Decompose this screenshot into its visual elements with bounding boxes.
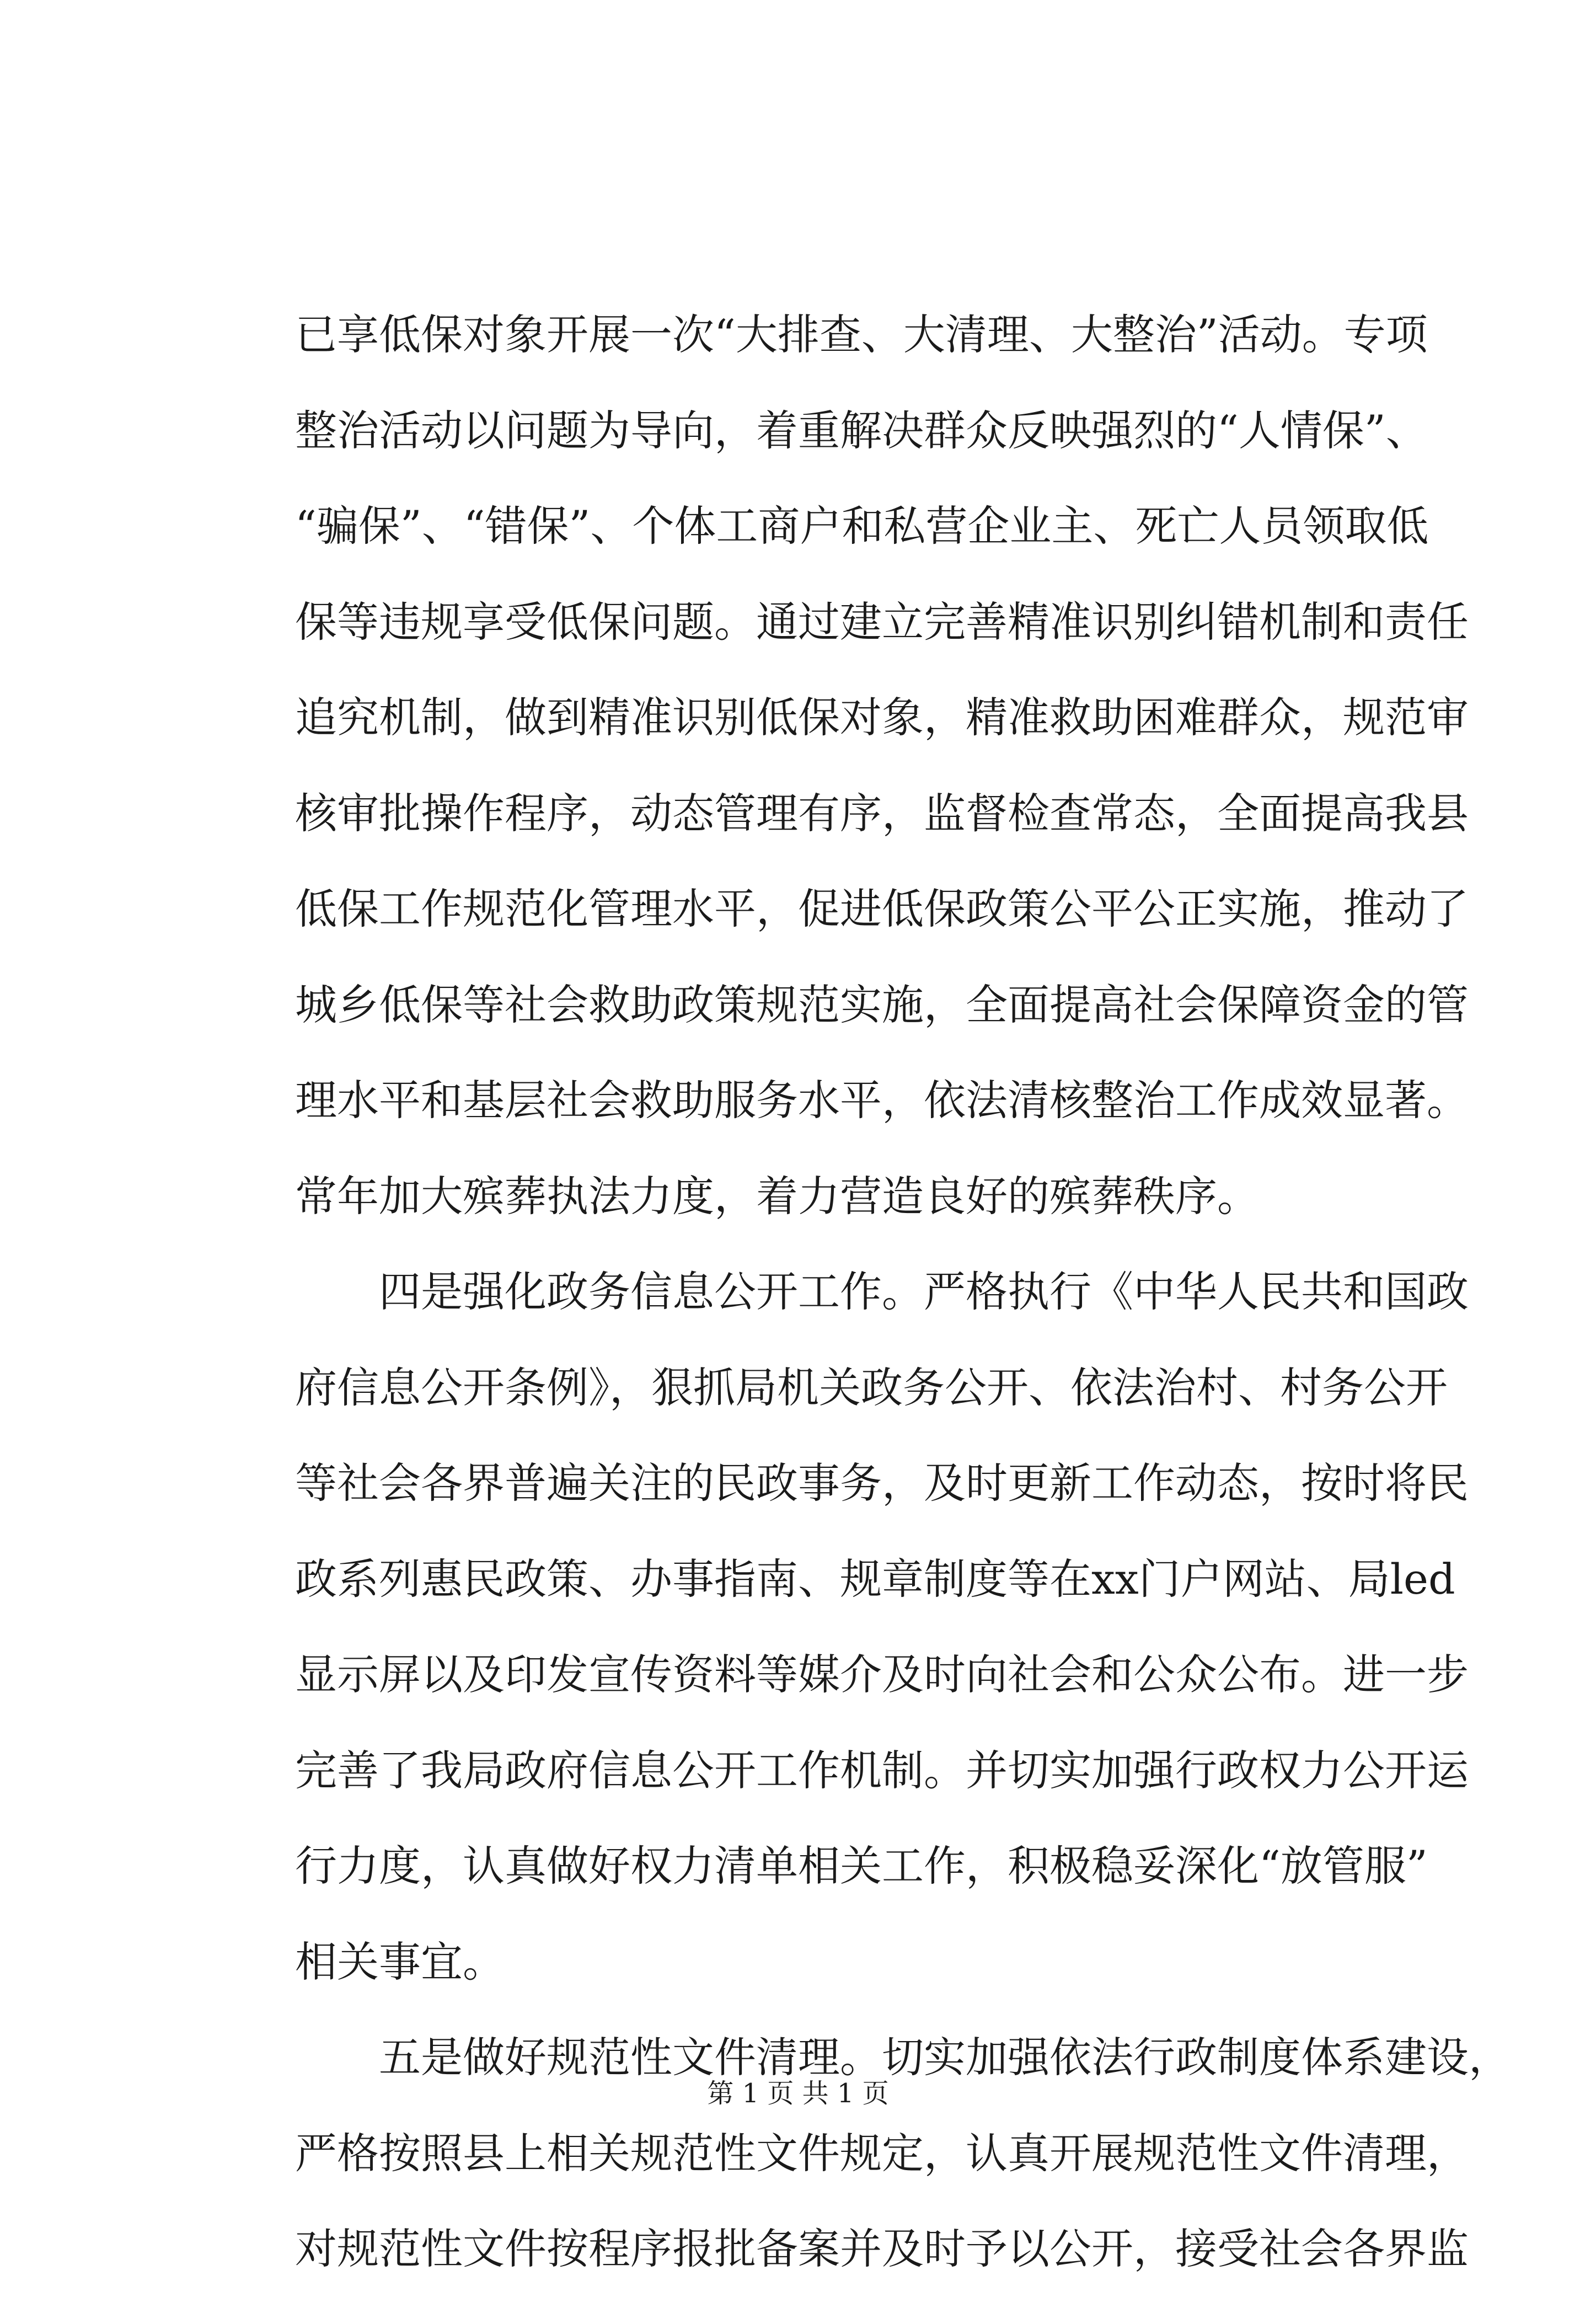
paragraph-start-line: 四是强化政务信息公开工作。严格执行《中华人民共和国政 — [379, 1267, 1469, 1316]
text-line: 核审批操作程序，动态管理有序，监督检查常态，全面提高我县 — [295, 788, 1469, 838]
text-line: 已享低保对象开展一次“大排查、大清理、大整治”活动。专项 — [295, 310, 1428, 359]
text-line: 保等违规享受低保问题。通过建立完善精准识别纠错机制和责任 — [295, 597, 1469, 647]
document-body — [295, 287, 1511, 2297]
text-line: 城乡低保等社会救助政策规范实施，全面提高社会保障资金的管 — [295, 980, 1469, 1029]
paragraph-end-line: 常年加大殡葬执法力度，着力营造良好的殡葬秩序。 — [295, 1171, 1259, 1221]
text-line: 理水平和基层社会救助服务水平，依法清核整治工作成效显著。 — [295, 1076, 1469, 1125]
text-line: 低保工作规范化管理水平，促进低保政策公平公正实施，推动了 — [295, 884, 1469, 933]
paragraph-end-line: 相关事宜。 — [295, 1937, 505, 1986]
text-line: 政系列惠民政策、办事指南、规章制度等在xx门户网站、局led — [295, 1554, 1455, 1604]
page-number-footer: 第 1 页 共 1 页 — [707, 2078, 889, 2109]
text-line: 等社会各界普遍关注的民政事务，及时更新工作动态，按时将民 — [295, 1459, 1469, 1508]
text-line: 整治活动以问题为导向，着重解决群众反映强烈的“人情保”、 — [295, 405, 1428, 455]
text-line: “骗保”、“错保”、个体工商户和私营企业主、死亡人员领取低 — [295, 501, 1429, 551]
text-line: 对规范性文件按程序报批备案并及时予以公开，接受社会各界监 — [295, 2224, 1469, 2273]
text-line: 府信息公开条例》，狠抓局机关政务公开、依法治村、村务公开 — [295, 1363, 1448, 1412]
text-line: 显示屏以及印发宣传资料等媒介及时向社会和公众公布。进一步 — [295, 1650, 1469, 1699]
text-line: 追究机制，做到精准识别低保对象，精准救助困难群众，规范审 — [295, 693, 1469, 742]
text-line: 完善了我局政府信息公开工作机制。并切实加强行政权力公开运 — [295, 1745, 1469, 1795]
text-line: 严格按照县上相关规范性文件规定，认真开展规范性文件清理， — [295, 2128, 1469, 2178]
text-line: 行力度，认真做好权力清单相关工作，积极稳妥深化“放管服” — [295, 1841, 1428, 1890]
paragraph-start-line: 五是做好规范性文件清理。切实加强依法行政制度体系建设， — [379, 2033, 1511, 2082]
